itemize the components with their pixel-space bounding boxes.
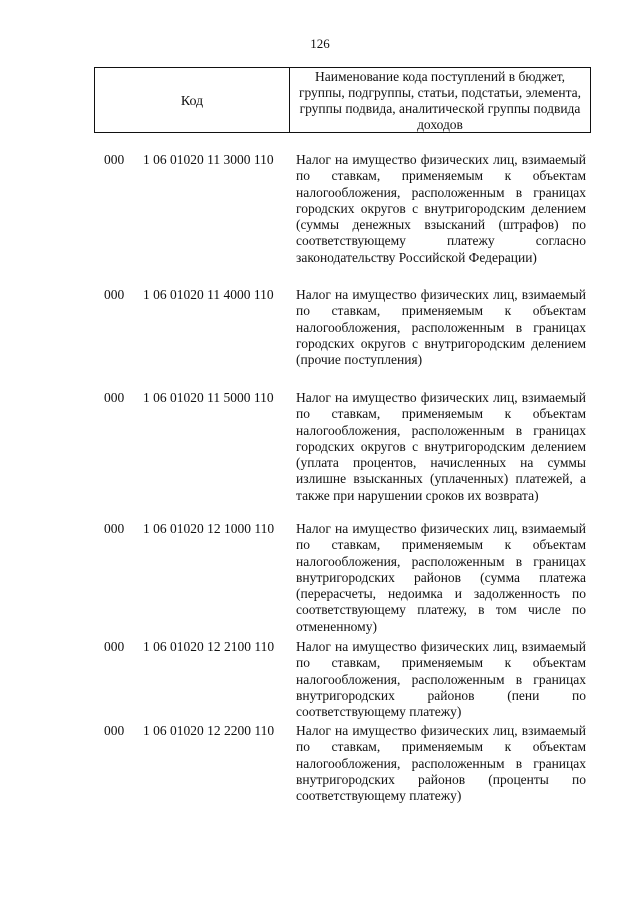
header-name-cell: Наименование кода поступлений в бюджет, группы, подгруппы, статьи, подстатьи, элемента, группы подвида, аналитической группы подвида доходов	[298, 69, 582, 132]
table-row	[0, 152, 640, 287]
table-row	[0, 287, 640, 390]
income-code: 1 06 01020 11 5000 110	[143, 390, 274, 405]
header-code-cell: Код	[95, 68, 290, 132]
table-row	[0, 521, 640, 639]
income-description: Налог на имущество физических лиц, взимаемый по ставкам, применяемым к объектам налогообложения, расположенным в границах внутригородских районов (проценты по соответствующему платежу)	[296, 723, 586, 804]
income-description: Налог на имущество физических лиц, взимаемый по ставкам, применяемым к объектам налогообложения, расположенным в границах городских округов с внутригородским делением (уплата процентов, начисленных на суммы излишне взысканных (уплаченных) платежей, а также при нарушении сроков их возврата)	[296, 390, 586, 503]
admin-code: 000	[104, 390, 125, 405]
table-header	[94, 67, 591, 133]
table-row	[0, 639, 640, 723]
admin-code: 000	[104, 287, 125, 302]
table-row	[0, 723, 640, 807]
table-row	[0, 390, 640, 521]
admin-code: 000	[104, 152, 125, 167]
income-description: Налог на имущество физических лиц, взимаемый по ставкам, применяемым к объектам налогообложения, расположенным в границах городских округов с внутригородским делением (суммы денежных взысканий (штрафов) по соответствующему платежу согласно законодательству Российской Федерации)	[296, 152, 586, 265]
income-code: 1 06 01020 11 4000 110	[143, 287, 274, 302]
admin-code: 000	[104, 639, 125, 654]
income-code: 1 06 01020 12 2100 110	[143, 639, 275, 654]
income-description: Налог на имущество физических лиц, взимаемый по ставкам, применяемым к объектам налогообложения, расположенным в границах внутригородских районов (пени по соответствующему платежу)	[296, 639, 586, 720]
admin-code: 000	[104, 723, 125, 738]
income-code: 1 06 01020 12 2200 110	[143, 723, 275, 738]
income-description: Налог на имущество физических лиц, взимаемый по ставкам, применяемым к объектам налогообложения, расположенным в границах городских округов с внутригородским делением (прочие поступления)	[296, 287, 586, 368]
income-description: Налог на имущество физических лиц, взимаемый по ставкам, применяемым к объектам налогообложения, расположенным в границах внутригородских районов (сумма платежа (перерасчеты, недоимка и задолженность по соответствующему платежу, в том числе по отмененному)	[296, 521, 586, 634]
income-code: 1 06 01020 11 3000 110	[143, 152, 274, 167]
income-code-list	[0, 152, 640, 807]
income-code: 1 06 01020 12 1000 110	[143, 521, 275, 536]
admin-code: 000	[104, 521, 125, 536]
page-number: 126	[310, 36, 330, 51]
